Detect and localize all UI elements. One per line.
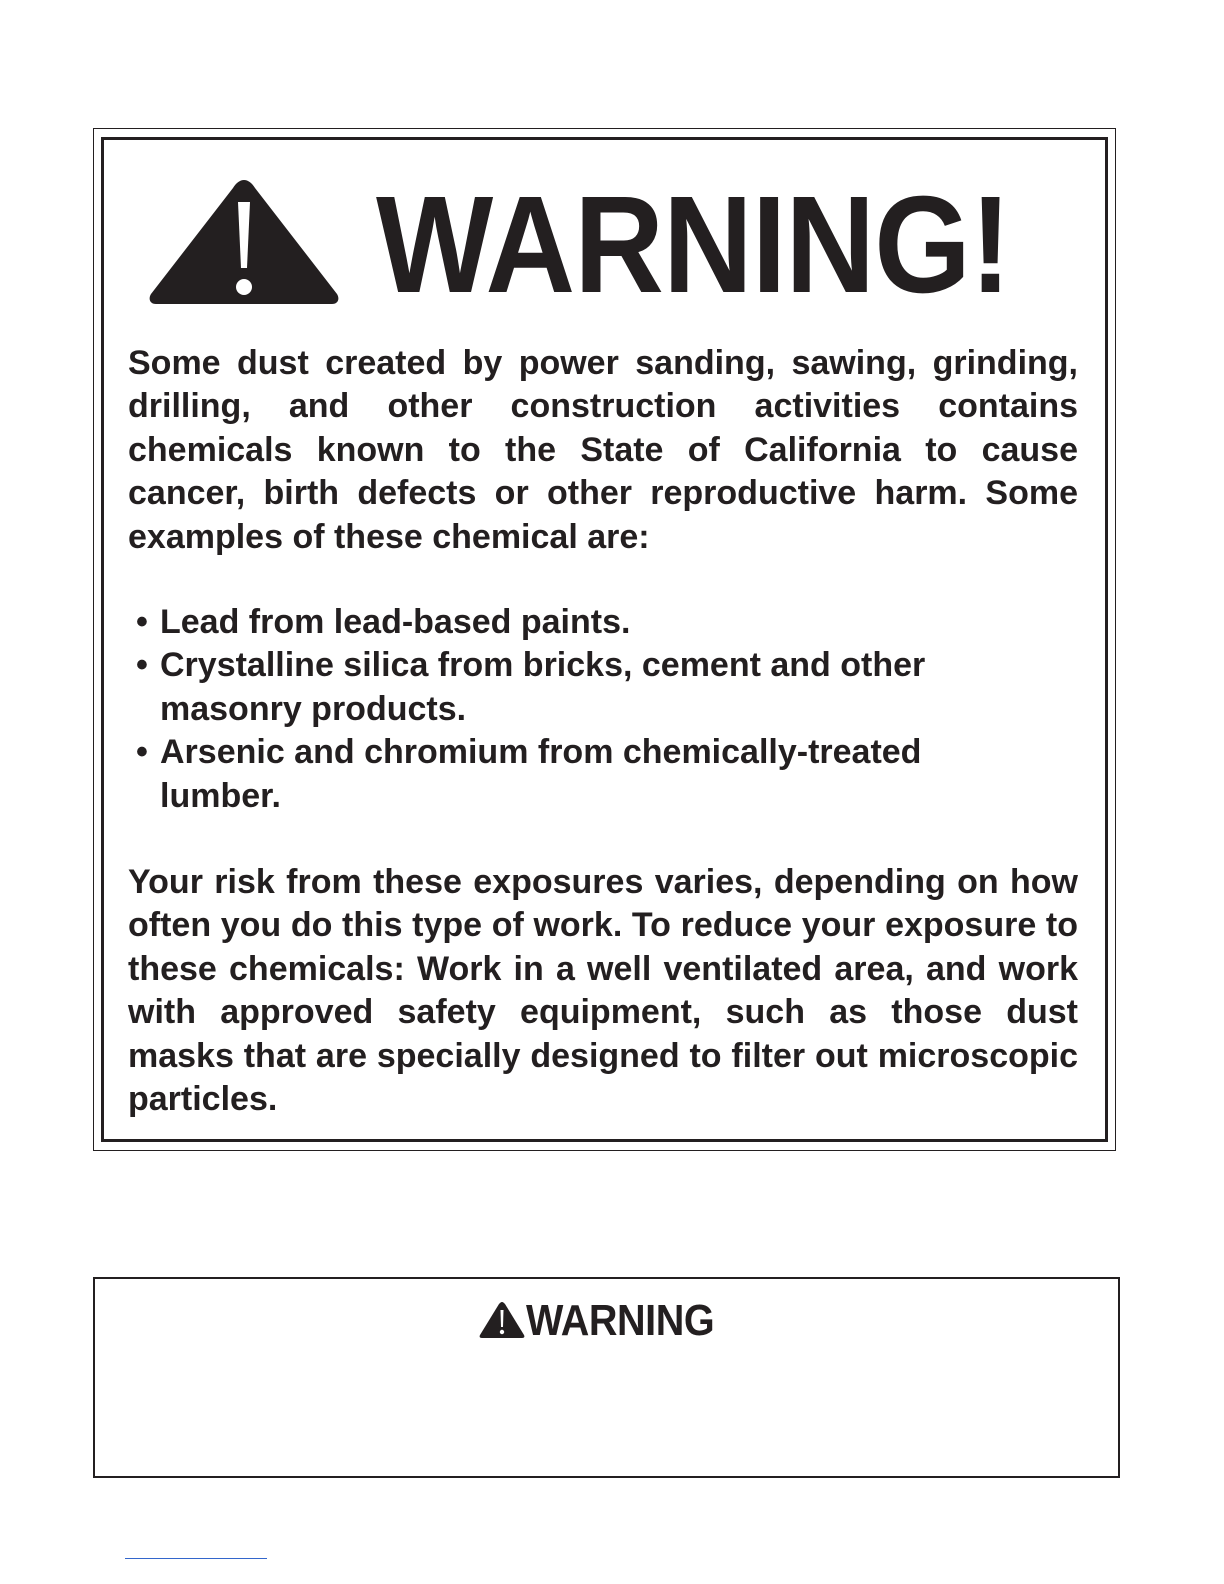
second-warning-headline: WARNING xyxy=(526,1296,715,1345)
prop65-headline: WARNING! xyxy=(376,168,1011,322)
list-item-text: Crystalline silica from bricks, cement and other masonry products. xyxy=(160,646,926,728)
warning-triangle-icon xyxy=(148,176,340,306)
warning-triangle-icon xyxy=(478,1300,526,1340)
bullet-marker: • xyxy=(136,603,148,641)
bullet-marker: • xyxy=(136,646,148,685)
list-item xyxy=(136,731,1036,818)
list-item xyxy=(136,644,1036,731)
list-item-text: Lead from lead-based paints. xyxy=(160,603,631,641)
bullet-marker: • xyxy=(136,733,148,772)
list-item xyxy=(136,601,1036,644)
prop65-headline-row xyxy=(146,168,1086,322)
prop65-intro-paragraph: Some dust created by power sanding, sawing, grinding, drilling, and other construction activities contains chemicals known to the State of California to cause cancer, birth defects or other reproductive harm. Some examples of these chemical are: xyxy=(128,344,1078,556)
list-item-text: Arsenic and chromium from chemically-treated lumber. xyxy=(160,733,922,815)
footer-divider xyxy=(125,1558,267,1559)
prop65-risk-paragraph: Your risk from these exposures varies, depending on how often you do this type of work. To reduce your exposure to these chemicals: Work in a well ventilated area, and work with approved safety equipment, such as those dust masks that are specially designed to filter out microscopic particles. xyxy=(128,863,1078,1119)
chemical-examples-list xyxy=(136,601,1036,818)
